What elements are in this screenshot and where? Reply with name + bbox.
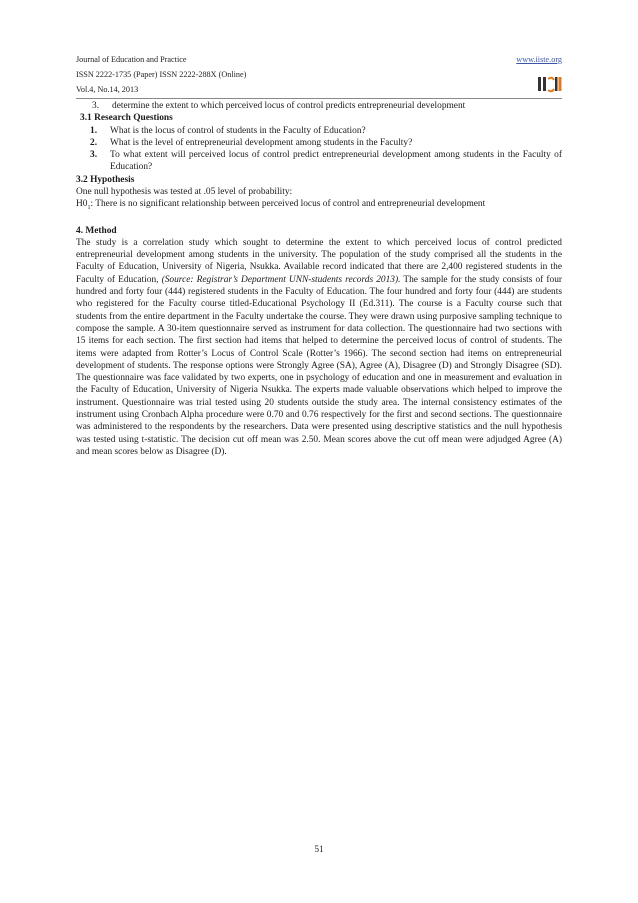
list-item: 3. To what extent will perceived locus of control predict entrepreneurial development among students in the Faculty of Education? (90, 150, 562, 173)
research-questions-list (76, 125, 562, 174)
method-heading: 4. Method (76, 225, 117, 236)
list-item: 2. What is the level of entrepreneurial development among students in the Faculty? (90, 137, 413, 148)
hypothesis-heading: 3.2 Hypothesis (76, 174, 135, 185)
list-item: 1. What is the locus of control of students in the Faculty of Education? (90, 125, 366, 136)
journal-name: Journal of Education and Practice (76, 55, 187, 64)
header-divider (76, 98, 562, 99)
journal-url-link[interactable]: www.iiste.org (516, 55, 562, 64)
page-number: 51 (314, 844, 324, 854)
main-content (76, 100, 562, 458)
hypothesis-intro: One null hypothesis was tested at .05 level of probability: (76, 187, 293, 198)
issn-line: ISSN 2222-1735 (Paper) ISSN 2222-288X (Online) (76, 70, 247, 79)
iiste-logo-icon (536, 72, 562, 94)
research-questions-heading: 3.1 Research Questions (80, 113, 173, 124)
null-hypothesis: $H0_1$: There is no significant relationship between perceived locus of control and entrepreneurial development (76, 199, 486, 212)
method-paragraph: The study is a correlation study which sought to determine the extent to which perceived locus of control predicted entrepreneurial development among students in the university. The population of the study comprised all the students in the Faculty of Education, University of Nigeria, Nsukka. Available record indicated that there are 2,400 registered students in the Faculty of Education, (Source: Registrar’s Department UNN-students records 2013). The sample for the study consists of four hundred and forty four (444) registered students in the Faculty of Education. The four hundred and forty four (444) are students who registered for the Faculty course titled-Educational Psychology II (Ed.311). The course is a Faculty course such that students from the entire department in the Faculty undertake the course. They were drawn using purposive sampling technique to compose the sample. A 30-item questionnaire served as instrument for data collection. The questionnaire had two sections with 15 items for each section. The first section had items that helped to determine the perceived locus of control of students. The items were adapted from Rotter’s Locus of Control Scale (Rotter’s 1966). The second section had items on entrepreneurial development of students. The response options were Strongly Agree (SA), Agree (A), Disagree (D) and Strongly Disagree (SD). The questionnaire was face validated by two experts, one in psychology of education and one in measurement and evaluation in the Faculty of Education, University of Nigeria Nsukka. The experts made valuable observations which helped to improve the instrument. Questionnaire was trial tested using 20 students outside the study area. The internal consistency estimates of the instrument using Cronbach Alpha procedure were 0.70 and 0.76 respectively for the first and second sections. The questionnaire was administered to the respondents by the researchers. Data were presented using descriptive statistics and the null hypothesis was tested using t-statistic. The decision cut off mean was 2.50. Mean scores above the cut off mean were adjudged Agree (A) and mean scores below as Disagree (D). (76, 237, 562, 457)
objective-item: 3. determine the extent to which perceived locus of control predicts entrepreneurial development (92, 101, 466, 111)
page-header (76, 52, 562, 97)
volume-line: Vol.4, No.14, 2013 (76, 85, 139, 94)
